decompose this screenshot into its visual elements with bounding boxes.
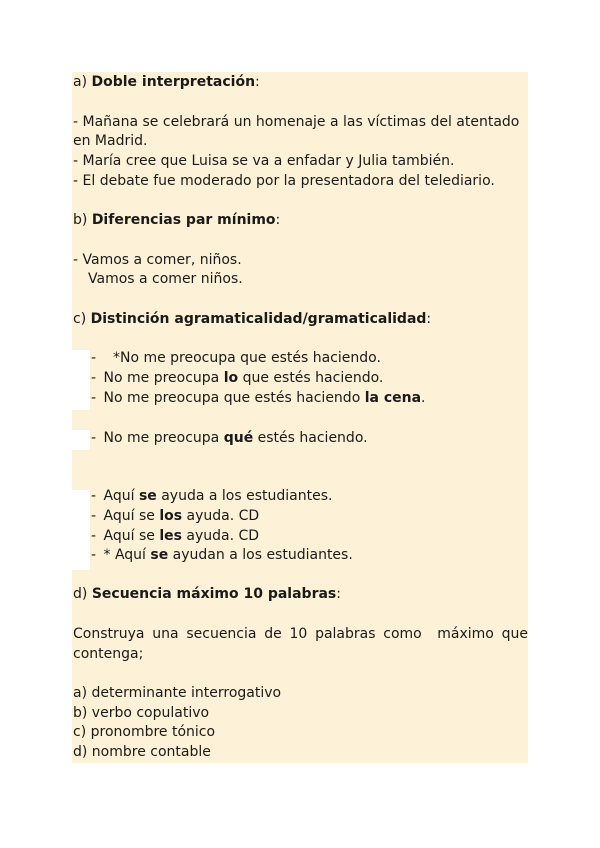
list-item-text: No me preocupa que estés haciendo [103,390,365,406]
section-c-title: Distinción agramaticalidad/gramaticalidad [90,311,427,327]
section-a-suffix: : [255,74,260,90]
bullet-dash: - [91,370,97,386]
section-a-item-0: - Mañana se celebrará un homenaje a las víctimas del atentado [73,114,520,130]
bullet-dash: - [91,547,97,563]
section-d-title: Secuencia máximo 10 palabras [91,586,337,602]
list-item [91,545,353,565]
list-item-text: No me preocupa [103,430,224,446]
list-item [91,486,332,506]
list-item-text: Aquí [103,488,139,504]
section-d-item-2: c) pronombre tónico [73,724,216,740]
list-item-text: *No me preocupa que estés haciendo. [108,350,381,366]
list-item-text: ayuda a los estudiantes. [156,488,333,504]
section-d-paragraph-line-1: Construya una secuencia de 10 palabras como máximo que [73,626,528,642]
section-d-heading [73,584,341,604]
list-item-text: estés haciendo. [253,430,368,446]
list-item-text: ayudan a los estudiantes. [168,547,353,563]
list-item-bold: la cena [364,390,422,406]
section-a-item-3: - El debate fue moderado por la presentadora del telediario. [73,173,495,189]
list-item [91,526,259,546]
section-a-prefix: a) [73,74,88,90]
section-a-item-1: en Madrid. [73,133,148,149]
section-b-prefix: b) [73,212,88,228]
list-item [91,368,383,388]
list-item-text: . [421,390,426,406]
highlight-block-3 [72,410,528,430]
section-b-item-1: Vamos a comer niños. [88,271,243,287]
section-c-suffix: : [426,311,432,327]
list-item-text: que estés haciendo. [238,370,384,386]
section-d-prefix: d) [73,586,88,602]
list-item-text: ayuda. CD [182,508,260,524]
list-item-text: No me preocupa [103,370,224,386]
section-b-item-0: - Vamos a comer, niños. [73,252,242,268]
list-item-bold: se [150,547,169,563]
bullet-dash: - [91,430,97,446]
list-item-text: * Aquí [103,547,151,563]
bullet-dash: - [91,350,97,366]
list-item-bold: los [159,508,183,524]
bullet-dash: - [91,488,97,504]
section-b-suffix: : [275,212,281,228]
list-item-text: Aquí se [103,528,160,544]
bullet-dash: - [91,390,97,406]
section-c-prefix: c) [73,311,87,327]
list-item-text: Aquí se [103,508,160,524]
list-item-text: ayuda. CD [181,528,260,544]
section-c-heading [73,309,431,329]
section-a-heading [73,72,260,92]
list-item-bold: se [138,488,157,504]
bullet-dash: - [91,528,97,544]
bullet-dash: - [91,508,97,524]
list-item-bold: lo [223,370,239,386]
list-item [91,388,426,408]
section-d-item-0: a) determinante interrogativo [73,685,282,701]
list-item [91,428,368,448]
section-a-title: Doble interpretación [91,74,256,90]
highlight-block-5 [72,450,528,490]
section-b-title: Diferencias par mínimo [91,212,276,228]
list-item-bold: qué [223,430,254,446]
section-d-suffix: : [336,586,341,602]
section-a-item-2: - María cree que Luisa se va a enfadar y Julia también. [73,153,455,169]
section-d-item-1: b) verbo copulativo [73,705,210,721]
section-b-heading [73,210,280,230]
section-d-item-3: d) nombre contable [73,744,211,760]
list-item [91,348,381,368]
section-d-paragraph-line-2: contenga; [73,646,144,662]
list-item [91,506,259,526]
list-item-bold: les [159,528,182,544]
